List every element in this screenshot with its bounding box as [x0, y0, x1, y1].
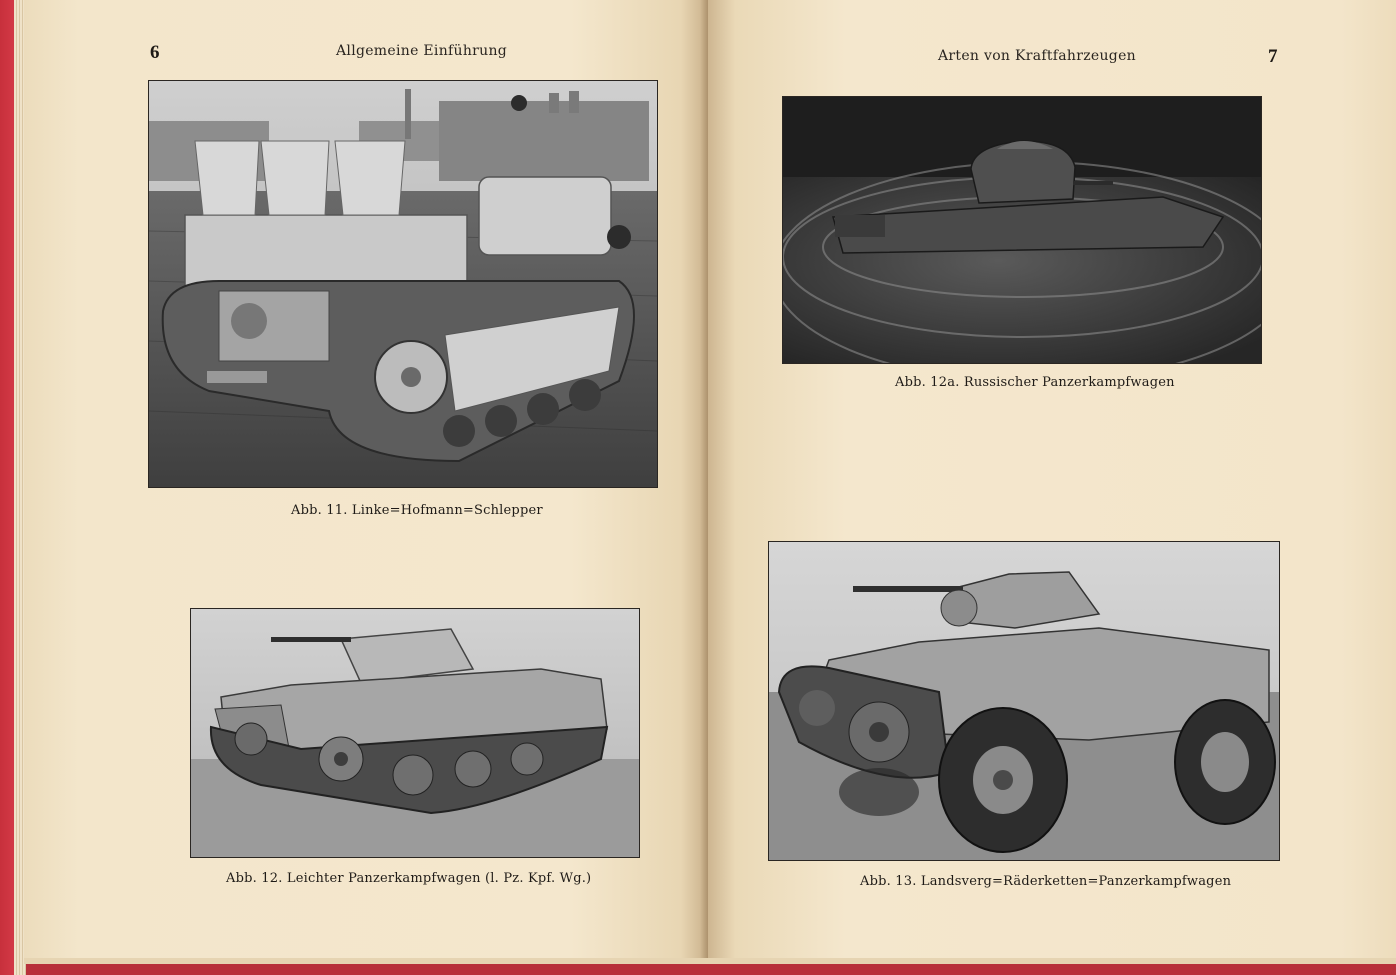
figure-13-photo [768, 541, 1280, 861]
left-page [24, 0, 708, 962]
wheel-track-tank-photo [769, 542, 1279, 860]
figure-12a-caption: Abb. 12a. Russischer Panzerkampfwagen [895, 375, 1175, 390]
page-number-right: 7 [1268, 46, 1278, 67]
figure-13-caption: Abb. 13. Landsverg=Räderketten=Panzerkampfwagen [860, 874, 1232, 889]
figure-12-photo [190, 608, 640, 858]
figure-12a-photo [782, 96, 1262, 364]
figure-11-caption: Abb. 11. Linke=Hofmann=Schlepper [291, 503, 543, 518]
amphibious-tank-photo [783, 97, 1261, 363]
page-number-left: 6 [150, 42, 160, 63]
running-head-left: Allgemeine Einführung [336, 43, 508, 59]
light-tank-photo [191, 609, 639, 857]
tractor-photo [149, 81, 657, 487]
figure-12-caption: Abb. 12. Leichter Panzerkampfwagen (l. Pz. Kpf. Wg.) [226, 871, 592, 886]
right-page [708, 0, 1396, 962]
figure-11-photo [148, 80, 658, 488]
page-bottom-edge [24, 958, 1396, 964]
running-head-right: Arten von Kraftfahrzeugen [938, 48, 1136, 64]
